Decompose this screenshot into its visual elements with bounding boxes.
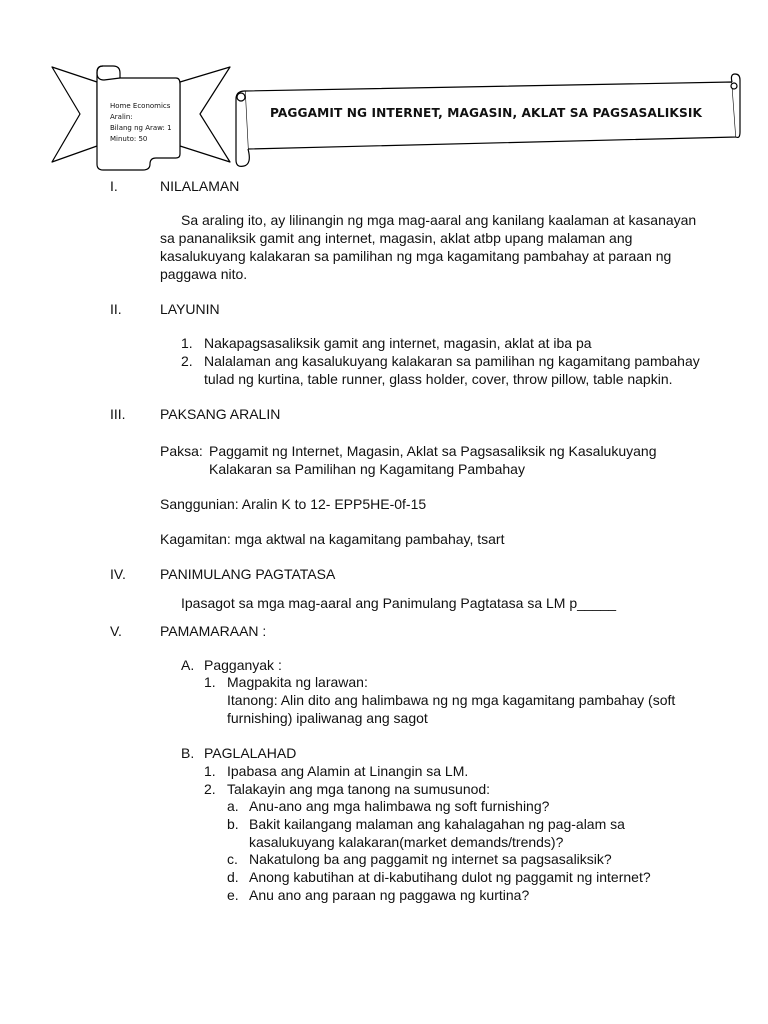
section-heading: PAMAMARAAN : [160, 623, 267, 639]
list-number: 2. [181, 353, 193, 369]
info-line-subject: Home Economics [110, 102, 171, 110]
itanong-text: furnishing) ipaliwanag ang sagot [227, 710, 428, 726]
list-item-continued: tulad ng kurtina, table runner, glass holder, cover, throw pillow, table napkin. [204, 371, 673, 387]
paksa-text: Kalakaran sa Pamilihan ng Kagamitang Pambahay [209, 461, 525, 477]
paragraph-line: sa pananaliksik gamit ang internet, magasin, aklat atbp upang malaman ang [160, 230, 633, 246]
itanong-text: Itanong: Alin dito ang halimbawa ng ng mga kagamitang pambahay (soft [227, 692, 676, 708]
question-text: Anong kabutihan at di-kabutihang dulot ng paggamit ng internet? [249, 869, 651, 885]
paragraph-line: Sa araling ito, ay lilinangin ng mga mag-aaral ang kanilang kaalaman at kasanayan [181, 212, 697, 228]
sanggunian: Sanggunian: Aralin K to 12- EPP5HE-0f-15 [160, 496, 427, 512]
ribbon-right-tail [180, 67, 230, 162]
ribbon-left-tail [52, 67, 97, 162]
question-text: Anu ano ang paraan ng paggawa ng kurtina? [249, 887, 530, 903]
section-heading: NILALAMAN [160, 178, 240, 194]
question-text: Anu-ano ang mga halimbawa ng soft furnishing? [249, 798, 550, 814]
sub-heading: PAGLALAHAD [204, 745, 297, 761]
section-heading: PAKSANG ARALIN [160, 406, 281, 422]
section-numeral: III. [110, 406, 126, 422]
sub-letter: A. [181, 657, 195, 673]
header-decoration [0, 0, 768, 200]
list-item: Magpakita ng larawan: [227, 674, 368, 690]
list-item: Nakapagsasaliksik gamit ang internet, magasin, aklat at iba pa [204, 335, 592, 351]
list-number: 1. [204, 763, 216, 779]
section-heading: PANIMULANG PAGTATASA [160, 566, 336, 582]
paksa-text: Paggamit ng Internet, Magasin, Aklat sa Pagsasaliksik ng Kasalukuyang [209, 443, 657, 459]
list-item: Nalalaman ang kasalukuyang kalakaran sa pamilihan ng kagamitang pambahay [204, 353, 700, 369]
list-number: 1. [181, 335, 193, 351]
question-letter: d. [227, 869, 239, 885]
sub-letter: B. [181, 745, 195, 761]
question-letter: a. [227, 798, 239, 814]
section-heading: LAYUNIN [160, 301, 220, 317]
list-item: Talakayin ang mga tanong na sumusunod: [227, 781, 491, 797]
question-text-continued: kasalukuyang kalakaran(market demands/trends)? [249, 834, 564, 850]
lesson-title: PAGGAMIT NG INTERNET, MAGASIN, AKLAT SA PAGSASALIKSIK [269, 106, 703, 120]
pagtatasa-text: Ipasagot sa mga mag-aaral ang Panimulang Pagtatasa sa LM p_____ [181, 595, 617, 611]
scroll-left-knob [237, 93, 245, 101]
question-text: Nakatulong ba ang paggamit ng internet sa pagsasaliksik? [249, 851, 612, 867]
question-text: Bakit kailangang malaman ang kahalagahan ng pag-alam sa [249, 816, 625, 832]
section-numeral: II. [110, 301, 122, 317]
list-item: Ipabasa ang Alamin at Linangin sa LM. [227, 763, 469, 779]
paragraph-line: kasalukuyang kalakaran sa pamilihan ng mga kagamitang pambahay at paraan ng [160, 248, 672, 264]
paragraph-line: paggawa nito. [160, 266, 248, 282]
info-line-minutes: Minuto: 50 [110, 135, 148, 143]
info-line-days: Bilang ng Araw: 1 [110, 124, 172, 132]
scroll-right-knob [731, 83, 737, 89]
question-letter: c. [227, 851, 238, 867]
question-letter: e. [227, 887, 239, 903]
list-number: 2. [204, 781, 216, 797]
question-letter: b. [227, 816, 239, 832]
section-numeral: V. [110, 623, 122, 639]
list-number: 1. [204, 674, 216, 690]
kagamitan: Kagamitan: mga aktwal na kagamitang pambahay, tsart [160, 531, 505, 547]
sub-heading: Pagganyak : [204, 657, 282, 673]
paksa-label: Paksa: [160, 443, 203, 459]
section-numeral: I. [110, 178, 118, 194]
section-numeral: IV. [110, 566, 126, 582]
lesson-info [110, 101, 172, 145]
info-line-aralin: Aralin: [110, 113, 133, 121]
